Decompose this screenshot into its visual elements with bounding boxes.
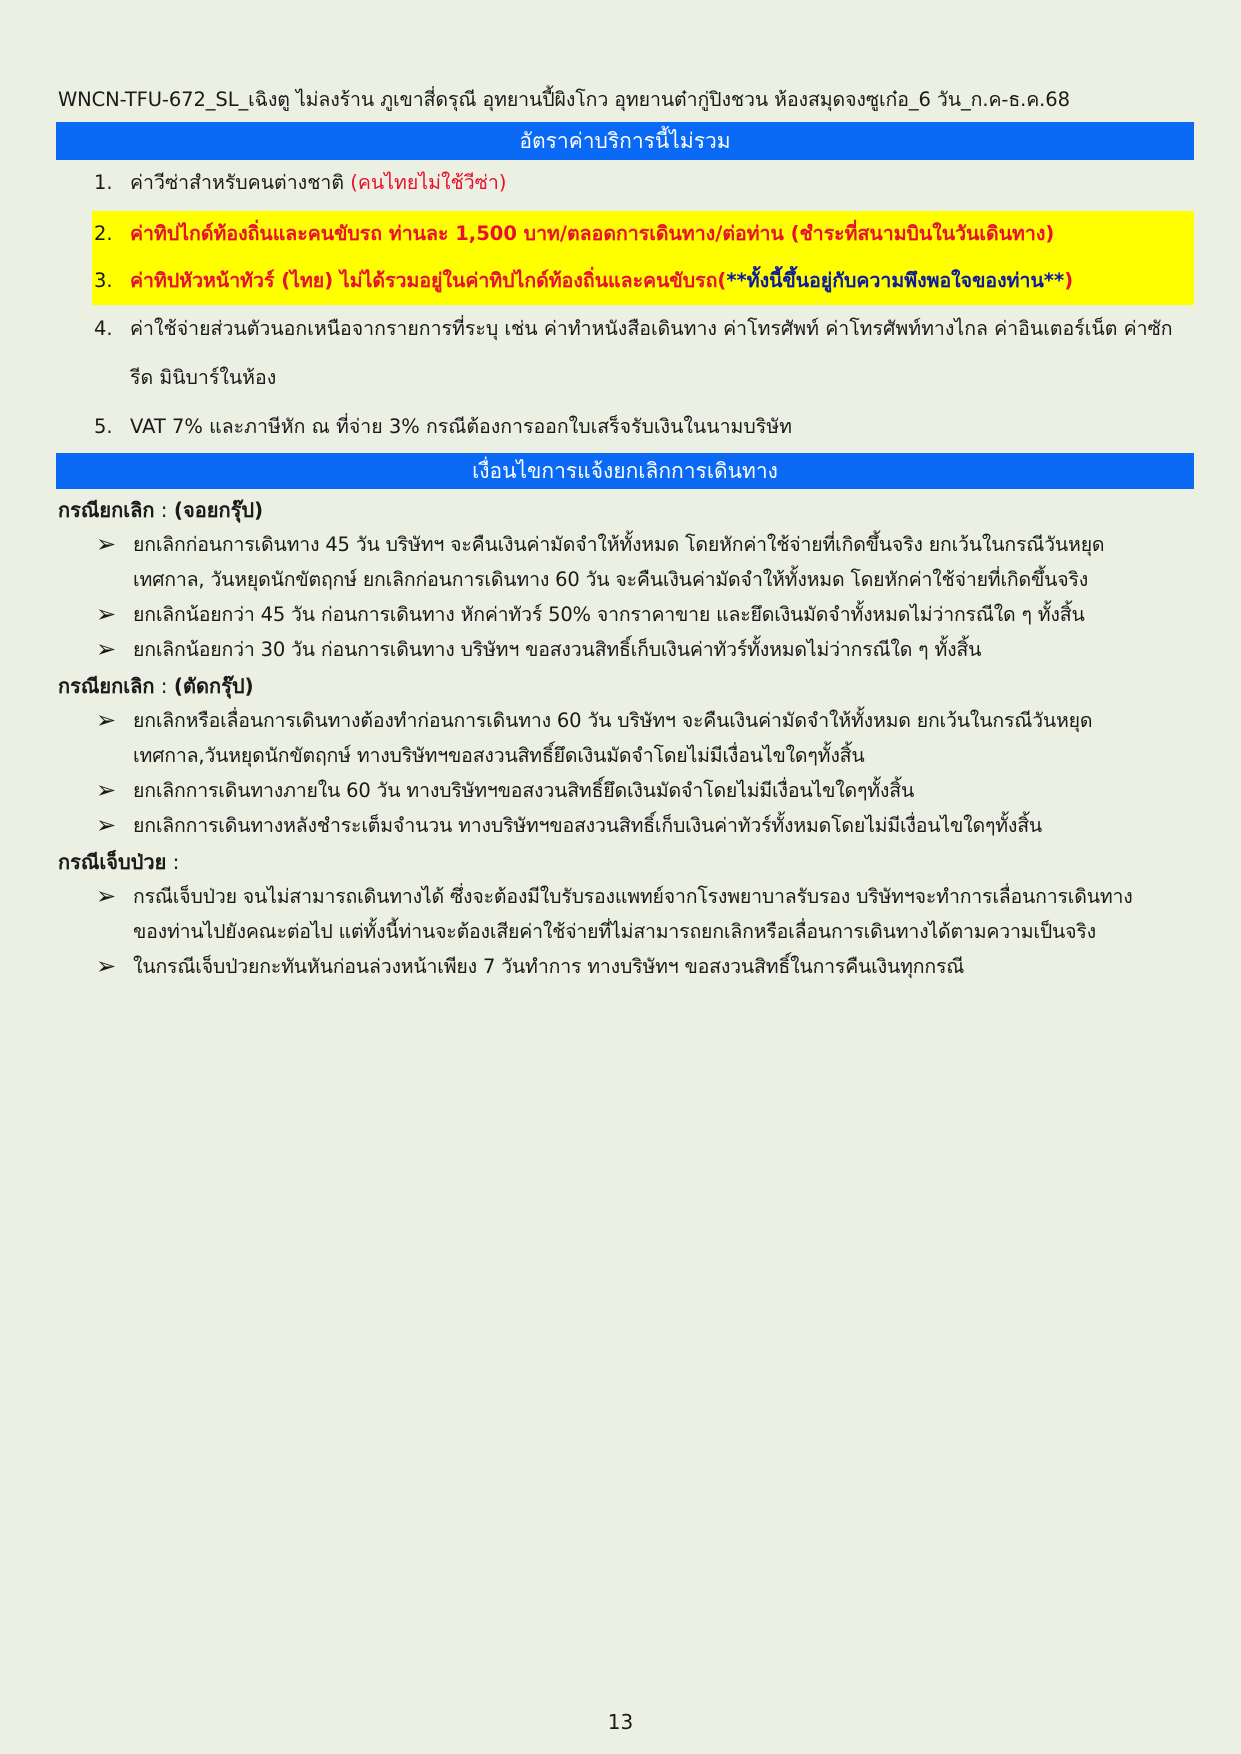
list-item-text: ยกเลิกการเดินทางหลังชำระเต็มจำนวน ทางบริษัทฯขอสงวนสิทธิ์เก็บเงินค่าทัวร์ทั้งหมดโดยไม่มีเงื่อนไขใดๆทั้งสิ้น (133, 814, 1043, 837)
arrow-bullet-icon: ➢ (96, 530, 117, 558)
list-item (96, 527, 1194, 597)
list-item (96, 597, 1194, 632)
cancel-section-privategroup (58, 670, 254, 702)
list-item (96, 808, 1194, 843)
arrow-bullet-icon: ➢ (96, 706, 117, 734)
item-close: ) (1064, 269, 1074, 292)
item-note: **ทั้งนี้ขึ้นอยู่กับความพึงพอใจของท่าน** (726, 269, 1065, 292)
item-text: ค่าทิปหัวหน้าทัวร์ (ไทย) ไม่ได้รวมอยู่ในค่าทิปไกด์ท้องถิ่นและคนขับรถ( (130, 269, 727, 292)
item-text-line1: ค่าใช้จ่ายส่วนตัวนอกเหนือจากรายการที่ระบุ เช่น ค่าทำหนังสือเดินทาง ค่าโทรศัพท์ ค่าโทรศัพท์ทางไกล ค่าอินเตอร์เน็ต ค่าซัก (130, 317, 1173, 340)
excluded-item-2 (94, 210, 1194, 257)
excluded-item-4 (94, 304, 1194, 353)
section-subtitle: (ตัดกรุ๊ป) (173, 674, 254, 698)
section-title: กรณียกเลิก (58, 674, 155, 698)
section-colon: : (166, 850, 180, 874)
section-title: กรณีเจ็บป่วย (58, 850, 167, 874)
item-text: VAT 7% และภาษีหัก ณ ที่จ่าย 3% กรณีต้องการออกใบเสร็จรับเงินในนามบริษัท (130, 415, 792, 438)
page-number: 13 (607, 1710, 634, 1734)
item-number: 4. (94, 317, 113, 340)
excluded-item-3 (94, 257, 1194, 304)
arrow-bullet-icon: ➢ (96, 635, 117, 663)
list-item (96, 632, 1194, 667)
section-colon: : (154, 674, 174, 698)
section-subtitle: (จอยกรุ๊ป) (173, 498, 264, 522)
list-item-text: ยกเลิกน้อยกว่า 45 วัน ก่อนการเดินทาง หักค่าทัวร์ 50% จากราคาขาย และยึดเงินมัดจำทั้งหมดไม่ว่ากรณีใด ๆ ทั้งสิ้น (133, 603, 1085, 626)
excluded-item-4-cont: รีด มินิบาร์ในห้อง (130, 366, 277, 389)
list-item-text: ในกรณีเจ็บป่วยกะทันหันก่อนล่วงหน้าเพียง 7 วันทำการ ทางบริษัทฯ ขอสงวนสิทธิ์ในการคืนเงินทุกกรณี (133, 955, 965, 978)
item-text: ค่าทิปไกด์ท้องถิ่นและคนขับรถ ท่านละ 1,500 บาท/ตลอดการเดินทาง/ต่อท่าน (ชำระที่สนามบินในวันเดินทาง) (130, 222, 1055, 245)
arrow-bullet-icon: ➢ (96, 811, 117, 839)
list-item (96, 773, 1194, 808)
list-item-text: ยกเลิกน้อยกว่า 30 วัน ก่อนการเดินทาง บริษัทฯ ขอสงวนสิทธิ์เก็บเงินค่าทัวร์ทั้งหมดไม่ว่ากรณีใด ๆ ทั้งสิ้น (133, 638, 982, 661)
list-item-line2: เทศกาล,วันหยุดนักขัตฤกษ์ ทางบริษัทฯขอสงวนสิทธิ์ยึดเงินมัดจำโดยไม่มีเงื่อนไขใดๆทั้งสิ้น (133, 744, 865, 767)
item-text: ค่าวีซ่าสำหรับคนต่างชาติ (130, 171, 351, 194)
list-item-line1: ยกเลิกหรือเลื่อนการเดินทางต้องทำก่อนการเดินทาง 60 วัน บริษัทฯ จะคืนเงินค่ามัดจำให้ทั้งหมด ยกเว้นในกรณีวันหยุด (133, 709, 1093, 732)
cancel-section-illness (58, 846, 179, 878)
cancel-header: เงื่อนไขการแจ้งยกเลิกการเดินทาง (56, 453, 1194, 489)
list-item (96, 949, 1194, 984)
document-title: WNCN-TFU-672_SL_เฉิงตู ไม่ลงร้าน ภูเขาสี่ดรุณี อุทยานปี้ผิงโกว อุทยานต๋ากู่ปิงชวน ห้องสมุดจงซูเก๋อ_6 วัน_ก.ค-ธ.ค.68 (58, 88, 1070, 111)
item-number: 1. (94, 171, 113, 194)
arrow-bullet-icon: ➢ (96, 882, 117, 910)
list-item (96, 703, 1194, 773)
excluded-item-5 (94, 402, 1194, 451)
item-number: 5. (94, 415, 113, 438)
section-title: กรณียกเลิก (58, 498, 155, 522)
excluded-header: อัตราค่าบริการนี้ไม่รวม (56, 122, 1194, 160)
item-note: (คนไทยไม่ใช้วีซ่า) (350, 171, 507, 194)
section-colon: : (154, 498, 174, 522)
item-number: 2. (94, 222, 113, 245)
cancel-section-joingroup (58, 494, 263, 526)
arrow-bullet-icon: ➢ (96, 776, 117, 804)
item-number: 3. (94, 269, 113, 292)
arrow-bullet-icon: ➢ (96, 952, 117, 980)
arrow-bullet-icon: ➢ (96, 600, 117, 628)
list-item-line1: กรณีเจ็บป่วย จนไม่สามารถเดินทางได้ ซึ่งจะต้องมีใบรับรองแพทย์จากโรงพยาบาลรับรอง บริษัทฯจะทำการเลื่อนการเดินทาง (133, 885, 1133, 908)
list-item-line1: ยกเลิกก่อนการเดินทาง 45 วัน บริษัทฯ จะคืนเงินค่ามัดจำให้ทั้งหมด โดยหักค่าใช้จ่ายที่เกิดขึ้นจริง ยกเว้นในกรณีวันหยุด (133, 533, 1105, 556)
list-item-line2: เทศกาล, วันหยุดนักขัตฤกษ์ ยกเลิกก่อนการเดินทาง 60 วัน จะคืนเงินค่ามัดจำให้ทั้งหมด โดยหักค่าใช้จ่ายที่เกิดขึ้นจริง (133, 568, 1089, 591)
list-item (96, 879, 1194, 949)
excluded-item-1 (94, 158, 1194, 207)
list-item-line2: ของท่านไปยังคณะต่อไป แต่ทั้งนี้ท่านจะต้องเสียค่าใช้จ่ายที่ไม่สามารถยกเลิกหรือเลื่อนการเดินทางได้ตามความเป็นจริง (133, 920, 1096, 943)
list-item-text: ยกเลิกการเดินทางภายใน 60 วัน ทางบริษัทฯขอสงวนสิทธิ์ยึดเงินมัดจำโดยไม่มีเงื่อนไขใดๆทั้งสิ้น (133, 779, 915, 802)
